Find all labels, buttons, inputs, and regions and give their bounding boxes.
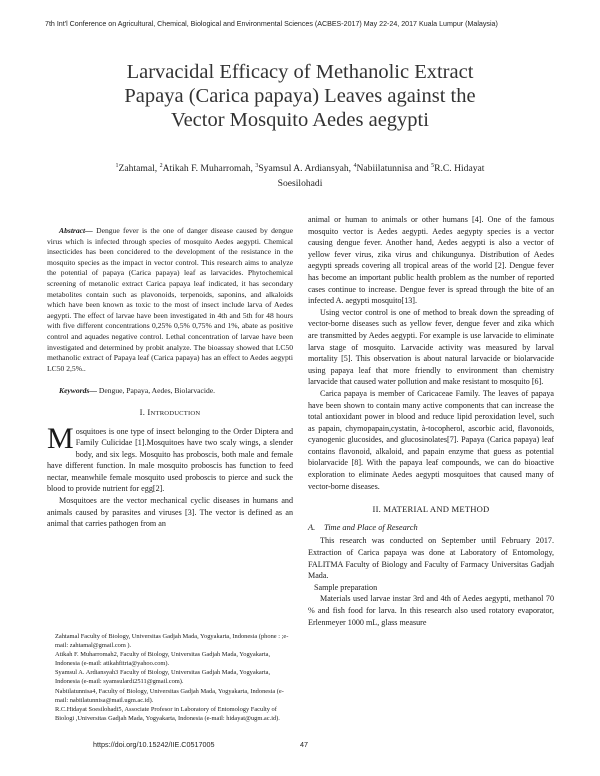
intro-paragraph-2: Mosquitoes are the vector mechanical cyclic diseases in humans and animals caused by parasites and viruses [3]. The vector is defined as an animal that carries pathogen from an (47, 496, 293, 529)
title-line: Papaya (Carica papaya) Leaves against the (124, 85, 476, 107)
keywords-text: Dengue, Papaya, Aedes, Biolarvacide. (96, 386, 216, 396)
section-heading-methods: II. MATERIAL AND METHOD (372, 504, 490, 515)
right-column (308, 214, 554, 628)
sample-preparation-heading: Sample preparation (314, 582, 378, 592)
methods-paragraph-2: Materials used larvae instar 3rd and 4th of Aedes aegypti, methanol 70 % and fish food for larva. In this research also used rotatory evaporator, Erlenmeyer 1000 mL, glass measure (308, 594, 554, 627)
footnote: Nabiilatunnisa4, Faculty of Biology, Universitas Gadjah Mada, Yogyakarta, Indonesia (e-mail: nabiilatunnisa@mail.ugm.ac.id). (55, 687, 284, 704)
abstract-text: Dengue fever is the one of danger disease caused by dengue virus which is infected through species of mosquito Aedes aegypti. Chemical insecticides has been concidered to the development of the resistance in the mosquito species as the impact in vector control. This research aims to analyze the potential of papaya (Carica papaya) leaf as larvacides. Phytochemical screening of metanolic extract Carica papaya leaf indicated, it has secondary metabolites contain such as plavonoids, terpenoids, saponins, and alkaloids which have been known as toxic to the most of insect include larva of Aedes aegypti. The effect of larvae have been investigated in 4th and 5th for 48 hours with five different concentrations 0,25% 0,5% 0,75% and 1%, abate as positive control and aquades negative control. Lethal concentration of larvae have been investigated and determined by probit analyze. The bioassay showed that LC50 methanolic extract of Papaya leaf (Carica papaya) has an effect to Aedes aegypti LC50 2,5%.. (47, 226, 293, 373)
title-line: Vector Mosquito Aedes aegypti (171, 109, 429, 131)
subsection-heading: A. Time and Place of Research (308, 522, 418, 532)
author: R.C. Hidayat (434, 163, 485, 175)
methods-paragraph-1: This research was conducted on September until February 2017. Extraction of Carica papaya was done at Laboratory of Entomology, FALITMA Faculty of Biology and Faculty of Farmacy Universitas Gadjah Mada. (308, 536, 554, 581)
intro-paragraph-4: Carica papaya is member of Caricaceae Family. The leaves of papaya have been shown to contain many active components that can increase the total antioxidant power in blood and reduce lipid peroxidation level, such as papain, chymopapain,cystatin, à-tocopherol, ascorbic acid, flavonoids, cyanogenic glucosides, and glucosinolates[7]. Papaya (Carica papaya) leaf contains flavonoid, alkaloid, and papain enzyme that guess as potential biolarvacide [8]. With the papaya leaf compounds, we can do bioactive exploration to eliminate Aedes aegypti mosquitoes that caused many of vector-borne diseases. (308, 388, 554, 491)
section-heading-introduction: I. INTRODUCTION (139, 406, 201, 417)
page-number: 47 (300, 740, 308, 749)
doi-link[interactable]: https://doi.org/10.15242/IIE.C0517005 (93, 740, 215, 749)
intro-paragraph-2-continued: animal or human to animals or other humans [4]. One of the famous mosquito vector is Aedes aegypti. Aedes aegypty species is a vector causing dengue fever. Another hand, Aedes aegypti is also a vector of yellow fever virus, zika virus and chikungunya. Distribution of Aedes aegypti spreads covering all tropical areas of the world [2]. Dengue fever has become an important public health problem as the number of reported cases continue to increase. Dengue fever is spread through the bite of an infected A. aegypti mosquito[13]. (308, 215, 554, 306)
author-line: $^1$Zahtamal, $^2$Atikah F. Muharromah, $^3$Syamsul A. Ardiansyah, $^4$Nabiilatunnisa and $^5$R.C. Hidayat (115, 163, 485, 175)
intro-paragraph-3: Using vector control is one of method to break down the spreading of vector-borne diseases such as yellow fever, dengue fever and zika which are transmitted by Aedes aegypti. For example is use larvacide to eliminate larva stage of mosquito. Larvacide activity was measured by larval mortality [5]. This observation is about natural larvacide or biolarvacide using papaya leaf that more friendly to environment than chemistry larvacide that caused water pollution and make resistant to mosquito [6]. (308, 307, 554, 387)
author-footnotes (47, 632, 293, 723)
keywords-label: Keywords— (59, 386, 97, 396)
conference-header: 7th Int'l Conference on Agricultural, Chemical, Biological and Environmental Sciences (ACBES-2017) May 22-24, 2017 Kuala Lumpur (Malaysia) (45, 20, 498, 28)
title-line: Larvacidal Efficacy of Methanolic Extract (126, 61, 474, 83)
intro-paragraph-1: Mosquitoes is one type of insect belonging to the Order Diptera and Family Culicidae [1].Mosquitoes have two scaly wings, a slender body, and six legs. Mosquito has proboscis, both male and female have different function. In male mosquito proboscis has function to feed nectar, meanwhile female mosquito used proboscis to pierce and suck the blood to provide nutrient for egg[2]. (47, 421, 293, 494)
keywords (47, 386, 293, 397)
footnote: Syamsul A. Ardiansyah3 Faculty of Biology, Universitas Gadjah Mada, Yogyakarta, Indonesia (e-mail: syamsulardi2511@gmail.com). (55, 669, 271, 686)
left-column (47, 214, 293, 530)
author-list (60, 159, 540, 191)
author-line: Soesilohadi (277, 178, 323, 190)
abstract (47, 226, 293, 374)
paper-title (50, 60, 550, 132)
author: Atikah F. Muharromah, (162, 163, 256, 175)
author: Zahtamal, (118, 163, 160, 175)
footnote: Atikah F. Muharromah2, Faculty of Biology, Universitas Gadjah Mada, Yogyakarta, Indonesia (e-mail: atikahfitria@yahoo.com). (55, 651, 271, 668)
drop-cap: M (47, 421, 74, 455)
footnote: Zahtamal Faculty of Biology, Universitas Gadjah Mada, Yogyakarta, Indonesia (phone : ;e-mail: zahtamal@gmail.com ). (55, 633, 289, 650)
footnote: R.C.Hidayat Soesilohadi5, Associate Profesor in Laboratory of Entomology Faculty of Biologi ,Universitas Gadjah Mada, Yogyakarta, Indonesia (e-mail: hidayat@ugm.ac.id). (55, 705, 280, 722)
author: Syamsul A. Ardiansyah, (258, 163, 354, 175)
author: Nabiilatunnisa and (356, 163, 432, 175)
abstract-label: Abstract— (59, 226, 93, 235)
